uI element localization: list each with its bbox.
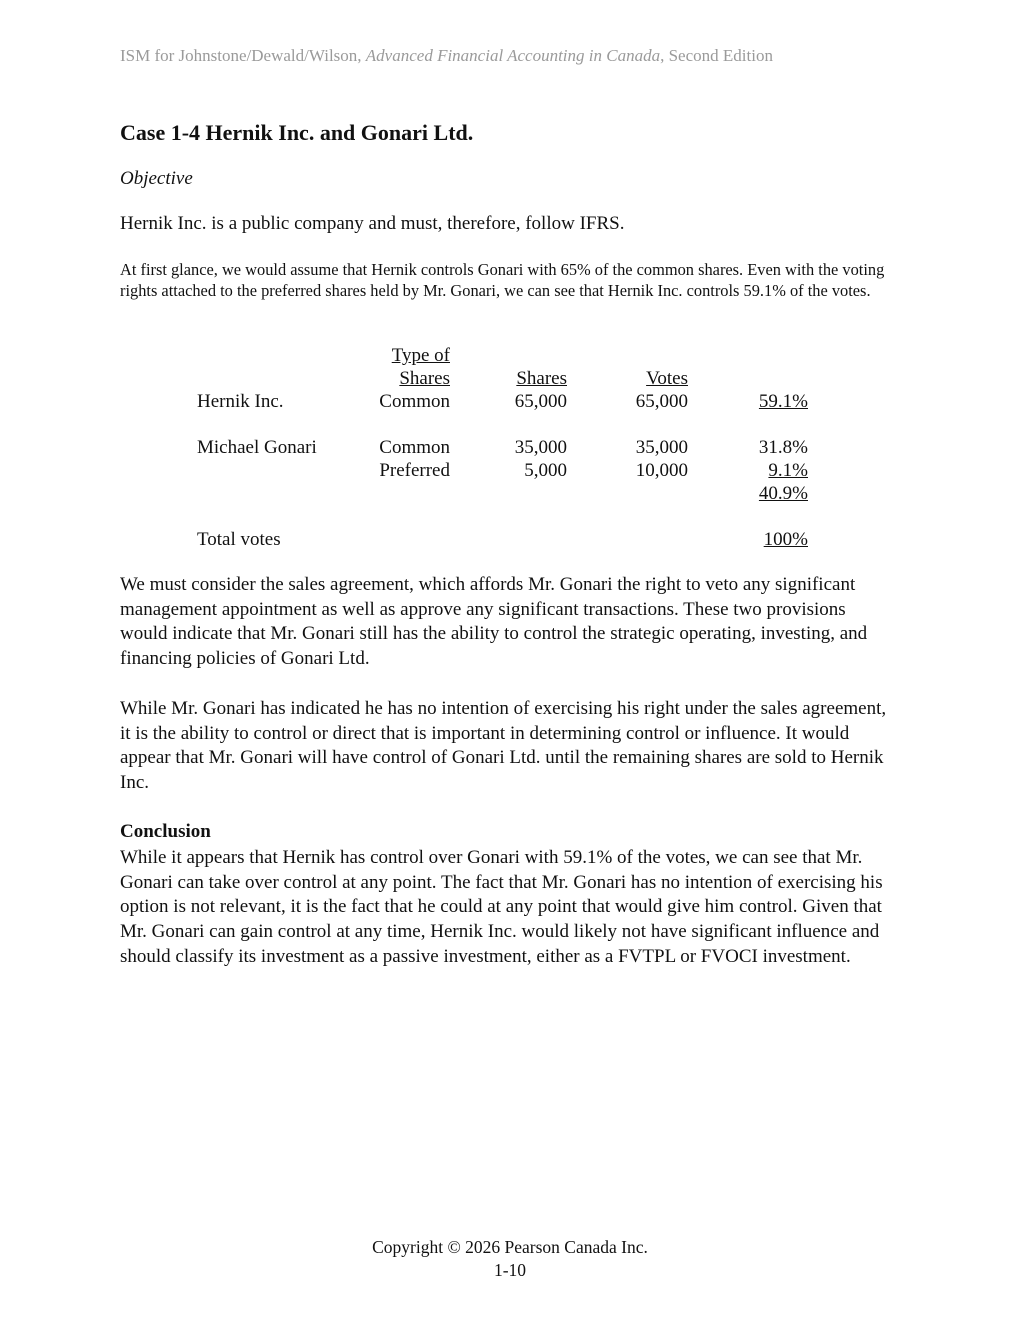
row-gonari-common-shares: 35,000 [514,437,567,458]
paragraph-ifrs: Hernik Inc. is a public company and must, therefore, follow IFRS. [120,213,625,234]
paragraph-sales-agreement: We must consider the sales agreement, which affords Mr. Gonari the right to veto any significant management appointment as well as approve any significant transactions. These two provisions would indicate that Mr. Gonari still has the ability to control the strategic operating, investing, and financing policies of Gonari Ltd. [120,574,868,670]
objective-label: Objective [120,168,193,189]
row-hernik-type: Common [379,391,450,412]
row-gonari-preferred-type: Preferred [379,460,450,481]
header-suffix: , Second Edition [660,46,773,65]
header-votes: Votes [646,368,688,389]
total-votes-percent: 100% [763,529,808,550]
row-hernik-holder: Hernik Inc. [197,391,284,412]
row-gonari-holder: Michael Gonari [197,437,317,458]
footer-copyright: Copyright © 2026 Pearson Canada Inc. [372,1237,648,1257]
row-gonari-preferred-votes: 10,000 [635,460,688,481]
row-gonari-preferred-percent: 9.1% [768,460,808,481]
paragraph-intention: While Mr. Gonari has indicated he has no intention of exercising his right under the sales agreement, it is the ability to control or direct that is important in determining control or influence. It would appear that Mr. Gonari will have control of Gonari Ltd. until the remaining shares are sold to Hernik Inc. [120,698,887,794]
conclusion-text: While it appears that Hernik has control over Gonari with 59.1% of the votes, we can see that Mr. Gonari can take over control at any point. The fact that Mr. Gonari has no intention of exercising his option is not relevant, it is the fact that he could at any point that would give him control. Given that Mr. Gonari can gain control at any time, Hernik Inc. would likely not have significant influence and should classify its investment as a passive investment, either as a FVTPL or FVOCI investment. [120,847,883,967]
row-hernik-percent: 59.1% [758,391,808,412]
header-book-title: Advanced Financial Accounting in Canada [365,46,661,65]
total-votes-label: Total votes [197,529,281,550]
case-title: Case 1-4 Hernik Inc. and Gonari Ltd. [120,120,474,145]
gonari-subtotal-percent: 40.9% [758,483,808,504]
row-hernik-votes: 65,000 [635,391,688,412]
header-shares: Shares [516,368,567,389]
footer-page-number: 1-10 [493,1260,527,1280]
row-gonari-preferred-shares: 5,000 [524,460,567,481]
header-type-line2: Shares [399,368,450,389]
running-header [120,46,773,66]
row-hernik-shares: 65,000 [514,391,567,412]
conclusion-heading: Conclusion [120,821,211,842]
header-type-line1: Type of [391,345,450,366]
row-gonari-common-type: Common [379,437,450,458]
paragraph-first-glance: At first glance, we would assume that Hernik controls Gonari with 65% of the common shares. Even with the voting rights attached to the preferred shares held by Mr. Gonari, we can see that Hernik Inc. controls 59.1% of the votes. [120,260,885,300]
row-gonari-common-percent: 31.8% [758,437,808,458]
row-gonari-common-votes: 35,000 [635,437,688,458]
header-prefix: ISM for Johnstone/Dewald/Wilson, [120,46,366,65]
